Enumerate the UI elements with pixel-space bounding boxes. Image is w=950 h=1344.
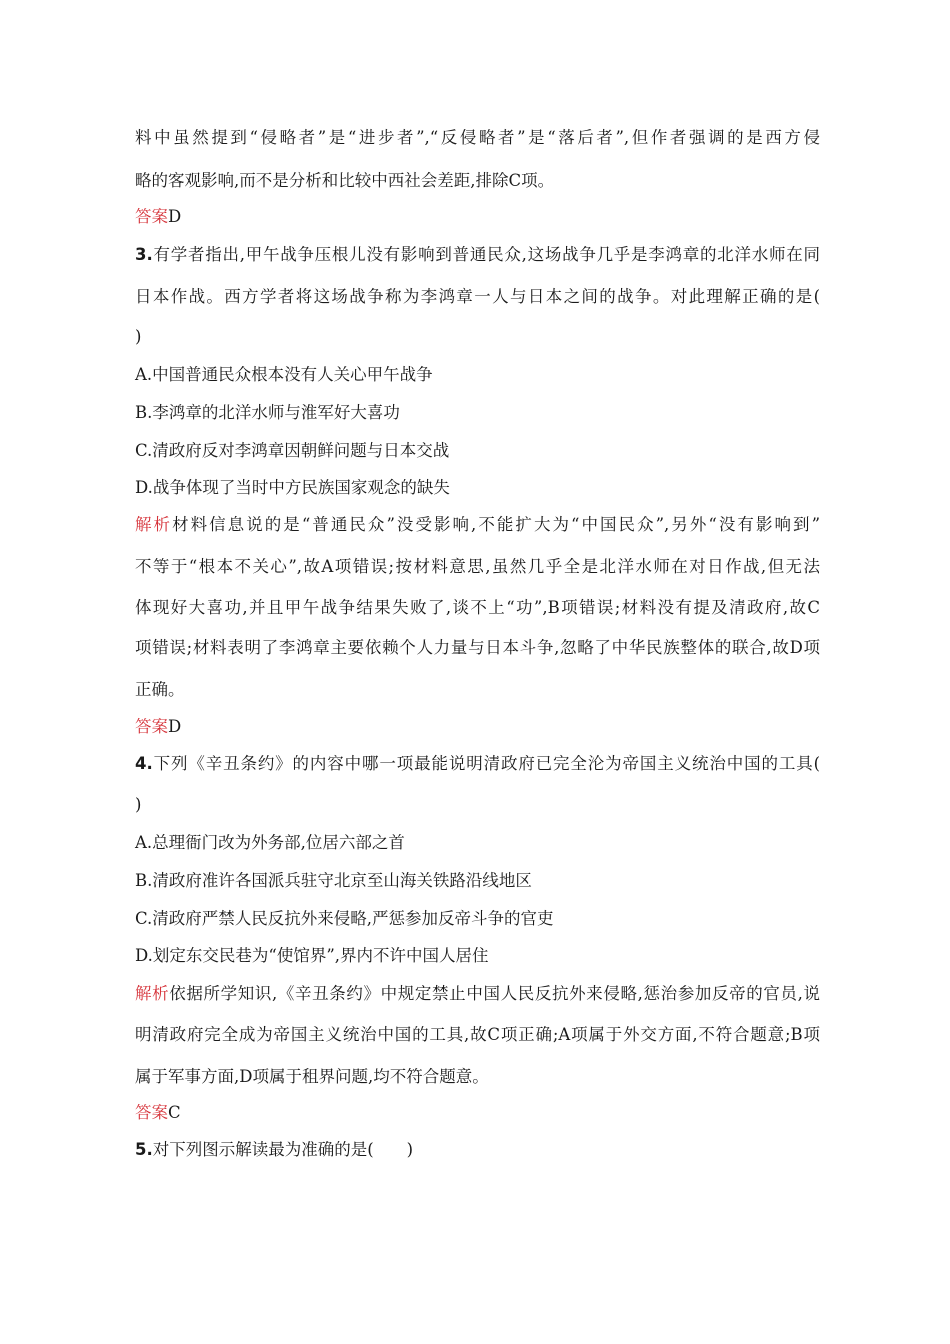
answer-value: D (168, 717, 182, 736)
q4-option-a: A.总理衙门改为外务部,位居六部之首 (135, 833, 405, 852)
q3-explanation-line: 体现好大喜功,并且甲午战争结果失败了,谈不上“功”,B项错误;材料没有提及清政府,故C (135, 598, 820, 617)
q3-stem-line: 日本作战。西方学者将这场战争称为李鸿章一人与日本之间的战争。对此理解正确的是( (135, 287, 820, 306)
q3-option-b: B.李鸿章的北洋水师与淮军好大喜功 (135, 403, 400, 422)
q4-stem-line: ) (135, 795, 142, 814)
q4-option-d: D.划定东交民巷为“使馆界”,界内不许中国人居住 (135, 946, 489, 965)
question-number: 4. (135, 754, 153, 773)
q3-option-a: A.中国普通民众根本没有人关心甲午战争 (135, 365, 433, 384)
q5-stem-text: 对下列图示解读最为准确的是( ) (152, 1140, 414, 1159)
q3-explanation-line (135, 514, 820, 536)
answer-value: D (168, 207, 182, 226)
q3-explanation-line: 正确。 (135, 680, 185, 699)
explanation-label: 解析 (135, 515, 173, 534)
q4-explanation-line: 明清政府完全成为帝国主义统治中国的工具,故C项正确;A项属于外交方面,不符合题意;B项 (135, 1025, 820, 1044)
q4-stem-line (135, 753, 820, 775)
answer-label: 答案 (135, 717, 168, 736)
q4-option-c: C.清政府严禁人民反抗外来侵略,严惩参加反帝斗争的官吏 (135, 909, 554, 928)
q3-explanation-text: 材料信息说的是“普通民众”没受影响,不能扩大为“中国民众”,另外“没有影响到” (172, 515, 820, 534)
q4-stem-text: 下列《辛丑条约》的内容中哪一项最能说明清政府已完全沦为帝国主义统治中国的工具( (152, 754, 820, 773)
explanation-label: 解析 (135, 984, 170, 1003)
q3-explanation-line: 不等于“根本不关心”,故A项错误;按材料意思,虽然几乎全是北洋水师在对日作战,但无法 (135, 557, 820, 576)
q4-explanation-text: 依据所学知识,《辛丑条约》中规定禁止中国人民反抗外来侵略,惩治参加反帝的官员,说 (169, 984, 820, 1003)
q3-stem-line (135, 244, 820, 266)
q4-option-b: B.清政府准许各国派兵驻守北京至山海关铁路沿线地区 (135, 871, 532, 890)
q4-explanation-line (135, 983, 820, 1005)
q3-answer (135, 716, 820, 738)
q2-explanation-line: 料中虽然提到“侵略者”是“进步者”,“反侵略者”是“落后者”,但作者强调的是西方侵 (135, 128, 820, 147)
q4-explanation-line: 属于军事方面,D项属于租界问题,均不符合题意。 (135, 1067, 489, 1086)
answer-label: 答案 (135, 1103, 168, 1122)
q3-explanation-line: 项错误;材料表明了李鸿章主要依赖个人力量与日本斗争,忽略了中华民族整体的联合,故D项 (135, 638, 820, 657)
question-number: 5. (135, 1140, 153, 1159)
q2-answer (135, 206, 820, 228)
q3-option-d: D.战争体现了当时中方民族国家观念的缺失 (135, 478, 450, 497)
q3-option-c: C.清政府反对李鸿章因朝鲜问题与日本交战 (135, 441, 450, 460)
q5-stem-line (135, 1139, 820, 1161)
question-number: 3. (135, 245, 153, 264)
q3-stem-text: 有学者指出,甲午战争压根儿没有影响到普通民众,这场战争几乎是李鸿章的北洋水师在同 (152, 245, 820, 264)
q4-answer (135, 1102, 820, 1124)
q2-explanation-line: 略的客观影响,而不是分析和比较中西社会差距,排除C项。 (135, 171, 555, 190)
q3-stem-line: ) (135, 327, 142, 346)
answer-value: C (168, 1103, 181, 1122)
answer-label: 答案 (135, 207, 168, 226)
